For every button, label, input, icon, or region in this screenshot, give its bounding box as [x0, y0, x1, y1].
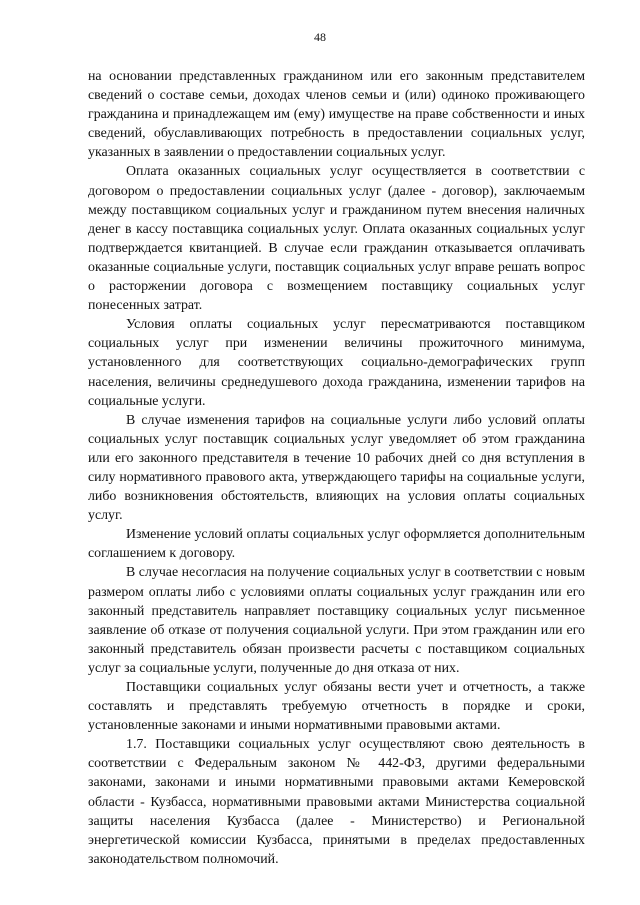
paragraph-continuation: на основании представленных гражданином или его законным представителем сведений о составе семьи, доходах членов семьи и (или) одиноко проживающего гражданина и принадлежащем им (ему) имуществе на праве собственности и иных сведений, обуславливающих потребность в предоставлении социальных услуг, указанных в заявлении о предоставлении социальных услуг.: [88, 69, 585, 161]
paragraph-section-1-7: 1.7. Поставщики социальных услуг осуществляют свою деятельность в соответствии с Федеральным законом № 442-ФЗ, другими федеральными законами, законами и иными нормативными правовыми актами Кемеровской области - Кузбасса, нормативными правовыми актами Министерства социальной защиты населения Кузбасса (далее - Министерство) и Региональной энергетической комиссии Кузбасса, принятыми в пределах предоставленных законодательством полномочий.: [88, 737, 585, 867]
paragraph: Поставщики социальных услуг обязаны вести учет и отчетность, а также составлять и представлять требуемую отчетность в порядке и сроки, установленные законами и иными нормативными правовыми актами.: [88, 680, 585, 734]
paragraph: Изменение условий оплаты социальных услуг оформляется дополнительным соглашением к договору.: [88, 527, 585, 562]
document-body: [88, 67, 585, 869]
paragraph: Оплата оказанных социальных услуг осуществляется в соответствии с договором о предоставлении социальных услуг (далее - договор), заключаемым между поставщиком социальных услуг и гражданином путем внесения наличных денег в кассу поставщика социальных услуг. Оплата оказанных социальных услуг подтверждается квитанцией. В случае если гражданин отказывается оплачивать оказанные социальные услуги, поставщик социальных услуг вправе решать вопрос о расторжении договора с возмещением поставщику социальных услуг понесенных затрат.: [88, 164, 585, 314]
paragraph: Условия оплаты социальных услуг пересматриваются поставщиком социальных услуг при изменении величины прожиточного минимума, установленного для соответствующих социально-демографических групп населения, величины среднедушевого дохода гражданина, изменении тарифов на социальные услуги.: [88, 317, 585, 409]
page-number: 48: [314, 30, 326, 44]
paragraph: В случае изменения тарифов на социальные услуги либо условий оплаты социальных услуг поставщик социальных услуг уведомляет об этом гражданина или его законного представителя в течение 10 рабочих дней со дня вступления в силу нормативного правового акта, утверждающего тарифы на социальные услуги, либо возникновения обстоятельств, влияющих на условия оплаты социальных услуг.: [88, 412, 585, 524]
paragraph: В случае несогласия на получение социальных услуг в соответствии с новым размером оплаты либо с условиями оплаты социальных услуг гражданин или его законный представитель направляет поставщику социальных услуг письменное заявление об отказе от получения социальной услуги. При этом гражданин или его законный представитель обязан произвести расчеты с поставщиком социальных услуг за социальные услуги, полученные до дня отказа от них.: [88, 565, 585, 676]
